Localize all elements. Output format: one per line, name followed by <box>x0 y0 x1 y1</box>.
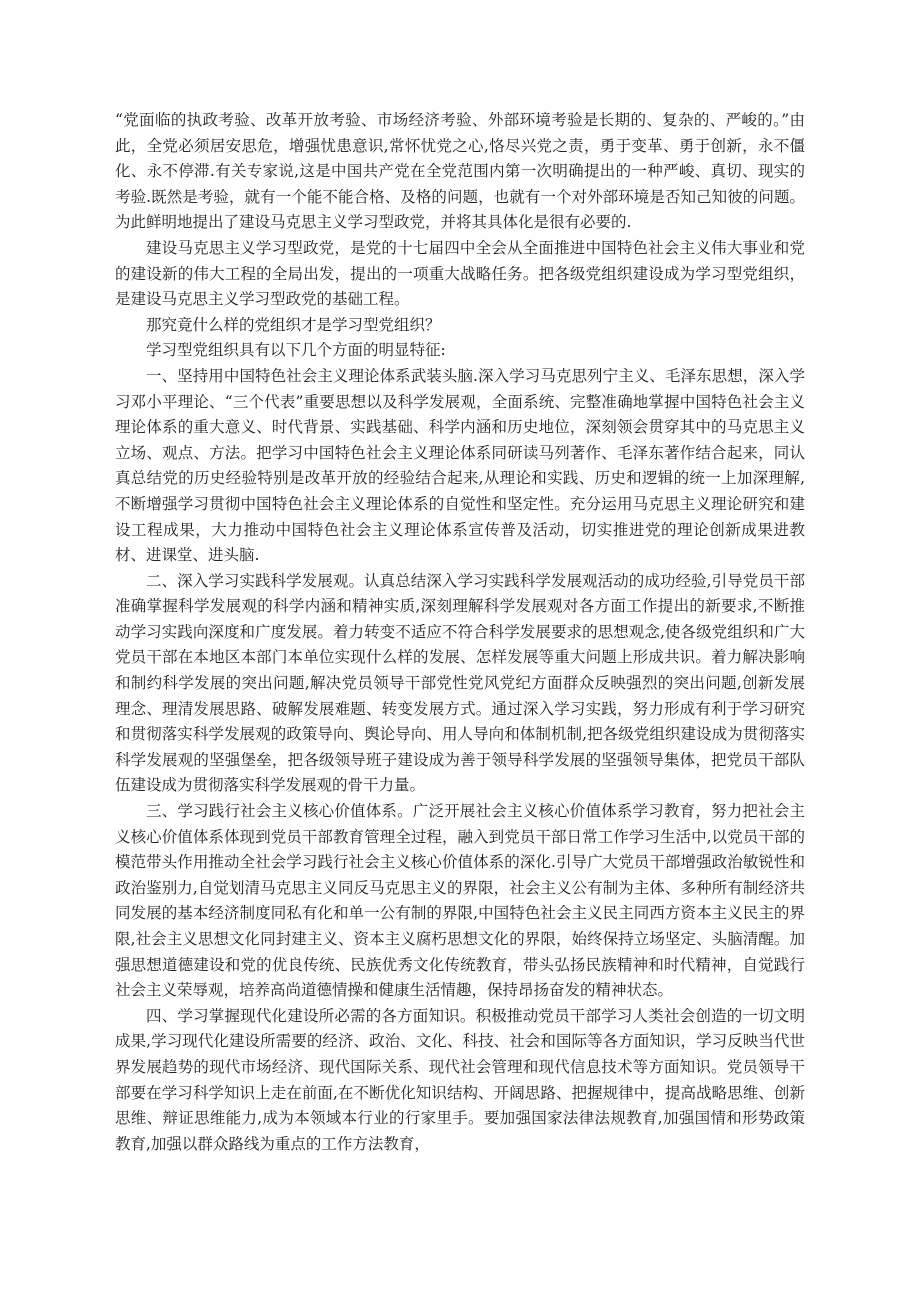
document-body <box>115 108 805 1157</box>
paragraph-feature-2: 二、深入学习实践科学发展观。认真总结深入学习实践科学发展观活动的成功经验,引导党员干部准确掌握科学发展观的科学内涵和精神实质,深刻理解科学发展观对各方面工作提出的新要求,不断推动学习实践向深度和广度发展。着力转变不适应不符合科学发展要求的思想观念,使各级党组织和广大党员干部在本地区本部门本单位实现什么样的发展、怎样发展等重大问题上形成共识。着力解决影响和制约科学发展的突出问题,解决党员领导干部党性党风党纪方面群众反映强烈的突出问题,创新发展理念、理清发展思路、破解发展难题、转变发展方式。通过深入学习实践，努力形成有利于学习研究和贯彻落实科学发展观的政策导向、舆论导向、用人导向和体制机制,把各级党组织建设成为贯彻落实科学发展观的坚强堡垒，把各级领导班子建设成为善于领导科学发展的坚强领导集体，把党员干部队伍建设成为贯彻落实科学发展观的骨干力量。 <box>115 571 805 795</box>
paragraph-question: 那究竟什么样的党组织才是学习型党组织？ <box>146 315 441 334</box>
paragraph-intro: “党面临的执政考验、改革开放考验、市场经济考验、外部环境考验是长期的、复杂的、严峻的。”由此，全党必须居安思危，增强忧患意识,常怀忧党之心,恪尽兴党之责，勇于变革、勇于创新，永不僵化、永不停滞.有关专家说,这是中国共产党在全党范围内第一次明确提出的一种严峻、真切、现实的考验.既然是考验，就有一个能不能合格、及格的问题，也就有一个对外部环境是否知己知彼的问题。为此鲜明地提出了建设马克思主义学习型政党，并将其具体化是很有必要的. <box>115 111 805 232</box>
paragraph-learning-party: 建设马克思主义学习型政党，是党的十七届四中全会从全面推进中国特色社会主义伟大事业和党的建设新的伟大工程的全局出发，提出的一项重大战略任务。把各级党组织建设成为学习型党组织，是建设马克思主义学习型政党的基础工程。 <box>115 238 805 309</box>
paragraph-feature-1: 一、坚持用中国特色社会主义理论体系武装头脑.深入学习马克思列宁主义、毛泽东思想，深入学习邓小平理论、“三个代表”重要思想以及科学发展观，全面系统、完整准确地掌握中国特色社会主义理论体系的重大意义、时代背景、实践基础、科学内涵和历史地位，深刻领会贯穿其中的马克思主义立场、观点、方法。把学习中国特色社会主义理论体系同研读马列著作、毛泽东著作结合起来，同认真总结党的历史经验特别是改革开放的经验结合起来,从理论和实践、历史和逻辑的统一上加深理解,不断增强学习贯彻中国特色社会主义理论体系的自觉性和坚定性。充分运用马克思主义理论研究和建设工程成果，大力推动中国特色社会主义理论体系宣传普及活动，切实推进党的理论创新成果进教材、进课堂、进头脑. <box>115 366 805 565</box>
paragraph-features-lead: 学习型党组织具有以下几个方面的明显特征: <box>146 341 446 360</box>
paragraph-feature-3: 三、学习践行社会主义核心价值体系。广泛开展社会主义核心价值体系学习教育，努力把社会主义核心价值体系体现到党员干部教育管理全过程，融入到党员干部日常工作学习生活中,以党员干部的模范带头作用推动全社会学习践行社会主义核心价值体系的深化.引导广大党员干部增强政治敏锐性和政治鉴别力,自觉划清马克思主义同反马克思主义的界限，社会主义公有制为主体、多种所有制经济共同发展的基本经济制度同私有化和单一公有制的界限,中国特色社会主义民主同西方资本主义民主的界限,社会主义思想文化同封建主义、资本主义腐朽思想文化的界限，始终保持立场坚定、头脑清醒。加强思想道德建设和党的优良传统、民族优秀文化传统教育，带头弘扬民族精神和时代精神，自觉践行社会主义荣辱观，培养高尚道德情操和健康生活情趣，保持昂扬奋发的精神状态。 <box>115 802 805 1000</box>
paragraph-feature-4: 四、学习掌握现代化建设所必需的各方面知识。积极推动党员干部学习人类社会创造的一切文明成果,学习现代化建设所需要的经济、政治、文化、科技、社会和国际等各方面知识，学习反映当代世界发展趋势的现代市场经济、现代国际关系、现代社会管理和现代信息技术等方面知识。党员领导干部要在学习科学知识上走在前面,在不断优化知识结构、开阔思路、把握规律中，提高战略思维、创新思维、辩证思维能力,成为本领域本行业的行家里手。要加强国家法律法规教育,加强国情和形势政策教育,加强以群众路线为重点的工作方法教育， <box>115 1006 805 1153</box>
